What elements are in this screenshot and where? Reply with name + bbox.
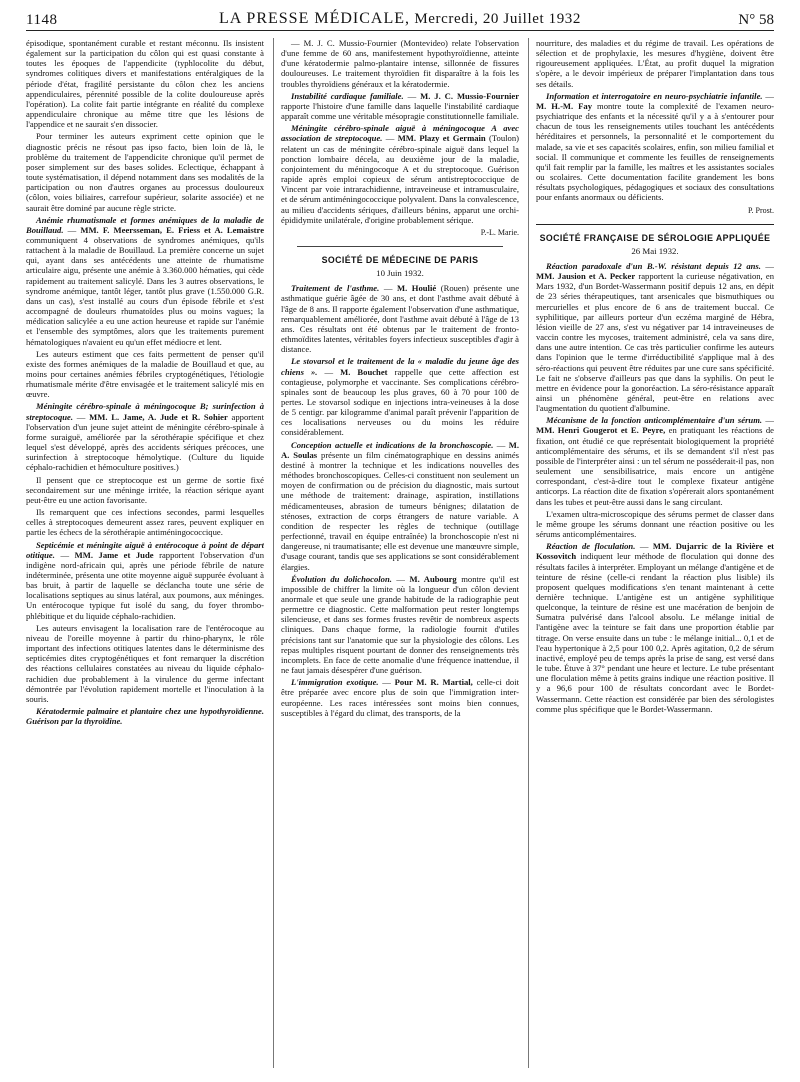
communication-text: rapportent l'observation d'un indigène nord-africain qui, après une période fébrile de nature indéterminée, présenta une otite moyenne aiguë suppurée évoluant à bas bruit, à partir de laquelle se déclancha toute une série de localisations septiques au sinus latéral, aux poumons, aux méninges. Un entérocoque typique fut isolé du sang, du foyer thrombo-phlébitique et du liquide céphalo-rachidien.: [26, 549, 264, 621]
communication-title: Conception actuelle et indications de la bronchoscopie.: [291, 439, 494, 450]
communication-text: indiquent leur méthode de floculation qui donne des résultats faciles à interpréter. Employant un mélange d'antigène et de teinture de résine (celle-ci rendant la réaction plus lisible) ils proposent quelques modifications s'en tenant maintenant à cette dernière technique. L'antigène est un antigène syphilitique quelconque, la teinture de résine est une macération de benjoin de Sumatra pulvérisé dans l'alcool absolu. Le mélange initial de l'antigène avec la teinture se fait dans une proportion établie par titrage. On verse ensuite dans un tube : le mélange initial... 0,1 et de l'eau hypertonique à 2,5 pour 100 0,2. Après agitation, 0,2 de sérum inactivé, employé peu de temps après la prise de sang, est versé dans le tube. Étuve à 37° pendant une heure et lecture. Le tube présentant une floculation même à petits grains indique une réaction positive. Il y a 96,6 pour 100 de résultats concordant avec le Bordet-Wassermann. Cette réaction est considérée par bien des sérologistes comme plus spécifique que le Bordet-Wassermann.: [536, 551, 774, 714]
page-number: 1148: [26, 12, 58, 28]
paragraph: Ils remarquent que ces infections secondes, parmi lesquelles celles à streptocoques demeurent assez rares, peuvent expliquer en partie les échecs de la sérothérapie antiméningococcique.: [26, 507, 264, 538]
communication: Traitement de l'asthme. — M. Houlié (Rouen) présente une asthmatique guérie âgée de 30 ans, et dont l'asthme avait débuté à l'âge de 8 ans. Il rapporte également l'observation d'une asthmatique, remarquablement améliorée, dont l'asthme avait débuté à l'âge de 13 ans. Ces résultats ont été obtenus par le traitement de fronto-ethmoïdites latentes, véritables foyers infectieux susceptibles d'agir à distance.: [281, 283, 519, 355]
communication-authors: MM. Jausion et A. Pecker: [536, 271, 636, 282]
communication: Méningite cérébro-spinale aiguë à méningocoque A avec association de streptocoque. — MM. Plazy et Germain (Toulon) relatent un cas de méningite cérébro-spinale aiguë dans lequel la ponction lombaire décela, au deuxième jour de la maladie, conjointement du méningocoque A et du streptocoque. Guérison rapide après emploi copieux de sérum antistreptococcique de Vincent par voie intrarachidienne, intraveineuse et intramusculaire, et de sérum antiméningococcique polyvalent. Dans la convalescence, au milieu d'accidents sériques, d'ailleurs bénins, apparut une orchi-épididymite unilatérale, d'origine probablement sérique.: [281, 123, 519, 225]
communication-text: montre toute la complexité de l'examen neuro-psychiatrique des enfants et la nécessité qu'il y a à s'entourer pour chacun de tous les renseignements utiles touchant les antécédents héréditaires et personnels, la personnalité et le comportement du malade, sa vie et ses capacités scolaires, enfin, son milieu familial et social. Il communique et commente les feuilles de renseignements qu'il fait remplir par la famille, les maîtres et les assistantes sociales ou scolaires. Cette documentation facilite grandement les bons résultats psychologiques, pédagogiques et sociaux des consultations pour enfants anormaux ou déficients.: [536, 100, 774, 203]
header-rule: [26, 30, 774, 31]
column-divider: [273, 38, 274, 1068]
communication: Réaction de floculation. — MM. Dujarric de la Rivière et Kossovitch indiquent leur méthode de floculation qui donne des résultats faciles à interpréter. Employant un mélange d'antigène et de teinture de résine (celle-ci rendant la réaction plus lisible) ils proposent quelques modifications s'en tenant maintenant à cette dernière technique. L'antigène est un antigène syphilitique quelconque, la teinture de résine est une macération de benjoin de Sumatra pulvérisé dans l'alcool absolu. Le mélange initial de l'antigène avec la teinture se fait dans une proportion établie par titrage. On verse ensuite dans un tube : le mélange initial... 0,1 et de l'eau hypertonique à 2,5 pour 100 0,2. Après agitation, 0,2 de sérum inactivé, employé peu de temps après la prise de sang, est versé dans le tube. Étuve à 37° pendant une heure et lecture. Le tube présentant une floculation même à petits grains indique une réaction positive. Il y a 96,6 pour 100 de résultats concordant avec le Bordet-Wassermann. Cette réaction est considérée par bien des sérologistes comme plus spécifique que le Bordet-Wassermann.: [536, 541, 774, 714]
column-1: [26, 38, 264, 1074]
communication: [26, 706, 264, 726]
session-date: 26 Mai 1932.: [631, 245, 679, 256]
communication-text: montre qu'il est impossible de chiffrer la limite où la longueur d'un côlon devient anormale et que seule une grande habitude de la radiographie peut permettre ce diagnostic. Cette malformation peut rester longtemps silencieuse, et dans ses formes frustes revêtir de nombreux aspects cliniques. Dans chaque forme, la radiologie fournit d'utiles précisions tant sur l'anatomie que sur la physiologie des côlons. Les repas multiples risquent pourtant de donner des renseignements très incomplets. En face de cette anomalie d'une fréquence inattendue, il ne faut jamais désespérer d'une guérison.: [281, 573, 519, 676]
section-rule: [297, 246, 503, 247]
paragraph: nourriture, des maladies et du régime de travail. Les opérations de sélection et de prophylaxie, les mesures d'hygiène, doivent être rigoureusement appliquées. L'État, au profit duquel la migration s'opère, a le devoir impérieux de préparer l'implantation dans tous ses détails.: [536, 38, 774, 89]
communication-authors: MM. Plazy et Germain: [397, 133, 486, 144]
issue-number: N° 58: [738, 12, 774, 28]
communication-title: Méningite cérébro-spinale à méningocoque B; surinfection à streptocoque.: [26, 401, 264, 422]
communication: Méningite cérébro-spinale à méningocoque B; surinfection à streptocoque. — MM. L. Jame, A. Jude et R. Sohier apportent l'observation d'un jeune sujet atteint de méningite cérébro-spinale à forme suraiguë, améliorée par la sérothérapie spécifique et chez lequel s'est développé, après des accidents sériques précoces, une surinfection à streptocoque hémolytique. (Culture du liquide céphalo-rachidien et hémoculture positives.): [26, 401, 264, 473]
communication: Mécanisme de la fonction anticomplémentaire d'un sérum. — MM. Henri Gougerot et E. Peyre, en pratiquant les réactions de fixation, ont étudié ce que représentait biologiquement la propriété anticomplémentaire des sérums, et ils se demandent s'il n'est pas possible de l'interpréter ainsi : un tel sérum ne posséderait-il pas, non seulement une sensibilisatrice, mais encore un antigène correspondant, c'est-à-dire tout le complexe fixateur antigène anticorps. La réaction dite de fixation s'opérerait alors spontanément dans les tubes et peut-être aussi dans le sang circulant.: [536, 415, 774, 507]
paragraph: L'examen ultra-microscopique des sérums permet de classer dans le même groupe les sérums donnant une réaction positive ou les sérums anticomplémentaires.: [536, 508, 774, 540]
communication-title: Le stovarsol et le traitement de la « maladie du jeune âge des chiens ».: [281, 356, 519, 377]
session-date: 10 Juin 1932.: [376, 268, 424, 279]
communication-title: Septicémie et méningite aiguë à entérocoque à point de départ otitique.: [26, 539, 264, 560]
communication-title: Traitement de l'asthme.: [291, 283, 380, 294]
communication-authors: MM. F. Meersseman, E. Friess et A. Lemaistre: [80, 224, 264, 235]
communication-authors: M. J. C. Mussio-Fournier: [420, 90, 519, 101]
communication-title: Mécanisme de la fonction anticomplémentaire d'un sérum.: [546, 415, 763, 426]
communication-authors: MM. Jame et Jude: [74, 549, 154, 560]
communication: L'immigration exotique. — Pour M. R. Martial, celle-ci doit être préparée avec encore plus de soin que l'immigration inter-européenne. Les races intéressées sont moins bien connues, susceptibles à l'égard du climat, des transports, de la: [281, 677, 519, 718]
communication: Réaction paradoxale d'un B.-W. résistant depuis 12 ans. — MM. Jausion et A. Pecker rapportent la curieuse négativation, en Mars 1932, d'un Bordet-Wassermann positif depuis 12 ans, en dépit de 23 séries thérapeutiques, tant arsenicales que bismuthiques ou mercurielles et plus encore de 6 ans de traitement buccal. Ce syphilitique, par ailleurs porteur d'un eczéma marginé de Hébra, lésion vieille de 27 ans, s'est vu négativer par 14 intraveineuses de vaccin contre les mycoses, traitement administré, cela va sans dire, dans une autre intention. Ce cas très particulier confirme les auteurs dans l'opinion que le terme d'irréductibilité s'applique mal à des séro-réactions qui peuvent être réduites par une cure sans spécificité. Le fait ne s'observe d'ailleurs pas que dans la syphilis. On peut le mettre en évidence pour la gonoréaction. La séro-résistance apparaît ainsi un phénomène général, peut-être en relations avec l'augmentation du quotient d'albumine.: [536, 260, 774, 414]
society-heading: SOCIÉTÉ FRANÇAISE DE SÉROLOGIE APPLIQUÉE: [539, 232, 771, 243]
communication-authors: M. Houlié: [396, 283, 437, 294]
communication-text: (Toulon) relatent un cas de méningite cérébro-spinale aiguë dans lequel la ponction lombaire décela, au deuxième jour de la maladie, conjointement du méningocoque A et du streptocoque. Guérison rapide après emploi copieux de sérum antistreptococcique de Vincent par voie intrarachidienne, intraveineuse et intramusculaire, et de sérum antiméningococcique polyvalent. Dans la convalescence, au milieu d'accidents sériques, d'ailleurs bénins, apparut une orchi-épididymite unilatérale, d'origine probablement sérique.: [281, 133, 519, 225]
communication-title: Réaction paradoxale d'un B.-W. résistant depuis 12 ans.: [546, 260, 761, 271]
communication-authors: MM. L. Jame, A. Jude et R. Sohier: [89, 411, 228, 422]
communication-text: celle-ci doit être préparée avec encore plus de soin que l'immigration inter-européenne. Les races intéressées sont moins bien connues, susceptibles à l'égard du climat, des transports, de la: [281, 677, 519, 718]
communication: Conception actuelle et indications de la bronchoscopie. — M. A. Soulas présente un film cinématographique en dessins animés destiné à montrer la technique et les indications nouvelles des méthodes bronchoscopiques. Celles-ci constituent non seulement un moyen de confirmation ou de précision du diagnostic, mais surtout une méthode de traitement: drainage, aspiration, instillations médicamenteuses, abrasion de tumeurs bénignes; dilatation de sténoses, extraction de corps étrangers de nature variable. A condition de respecter les règles de technique (outillage perfectionné, travail en équipe entraînée) la bronchoscopie n'est ni dangereuse, ni traumatisante; elle est devenue une manœuvre simple, d'usage courant, tandis que ses applications se sont considérablement élargies.: [281, 439, 519, 572]
communication-title: Information et interrogatoire en neuro-psychiatrie infantile.: [546, 90, 763, 101]
signature: P.-L. Marie.: [480, 227, 519, 237]
communication-title: Réaction de floculation.: [546, 541, 636, 552]
column-divider: [528, 38, 529, 1068]
communication-text: présente un film cinématographique en dessins animés destiné à montrer la technique et les indications nouvelles des méthodes bronchoscopiques. Celles-ci constituent non seulement un moyen de confirmation ou de précision du diagnostic, mais surtout une méthode de traitement: drainage, aspiration, instillations médicamenteuses, abrasion de tumeurs bénignes; dilatation de sténoses, extraction de corps étrangers de nature variable. A condition de respecter les règles de technique (outillage perfectionné, travail en équipe entraînée) la bronchoscopie n'est ni dangereuse, ni traumatisante; elle est devenue une manœuvre simple, d'usage courant, tandis que ses applications se sont considérablement élargies.: [281, 449, 519, 572]
communication-authors: Pour M. R. Martial,: [394, 677, 473, 688]
issue-date: Mercredi, 20 Juillet 1932: [414, 11, 581, 27]
communication-text: rappelle que cette affection est contagieuse, polymorphe et vaccinante. Ses complications cérébro-spinales sont de beaucoup les plus graves, 60 à 70 pour 100 de pertes. Le stovarsol sodique en injections intra-veineuses à la dose de 5 centigr. par kilogramme d'animal paraît prévenir l'apparition de ces localisations nerveuses ou du moins les réduire considérablement.: [281, 366, 519, 438]
paragraph: Pour terminer les auteurs expriment cette opinion que le diagnostic précis ne résout pas ipso facto, bien loin de là, le problème du traitement de l'appendicite chronique qu'il permet de poser simplement sur des bases solides. Eclectique, échappant à toute systématisation, il dépend notamment dans ses modalités de la participation ou non d'autres organes au processus douloureux (côlon, voies biliaires, carrefour supérieur, solarite associée) et ne saurait être dominé par aucune règle stricte.: [26, 131, 264, 213]
communication-title: Méningite cérébro-spinale aiguë à méningocoque A avec association de streptocoque.: [281, 123, 519, 144]
communication-title: Kératodermie palmaire et plantaire chez une hypothyroïdienne. Guérison par la thyroïdine.: [26, 706, 264, 727]
communication-authors: MM. Dujarric de la Rivière et Kossovitch: [536, 541, 774, 562]
paragraph: — M. J. C. Mussio-Fournier (Montevideo) relate l'observation d'une femme de 60 ans, manifestement hypothyroïdienne, atteinte d'une kératodermie palmo-plantaire intense, sillonnée de fissures douloureuses. Le traitement thyroïdien fit disparaître à la fois les troubles thyroïdiens généraux et la kératodermie.: [281, 38, 519, 89]
communication-title: Instabilité cardiaque familiale.: [291, 90, 404, 101]
communication-text: (Rouen) présente une asthmatique guérie âgée de 30 ans, et dont l'asthme avait débuté à l'âge de 8 ans. Il rapporte également l'observation d'une asthmatique, remarquablement améliorée, dont l'asthme avait débuté à l'âge de 13 ans. Ces résultats ont été obtenus par le traitement de fronto-ethmoïdites latentes, véritables foyers infectieux susceptibles d'agir à distance.: [281, 283, 519, 355]
communication-text: rapportent la curieuse négativation, en Mars 1932, d'un Bordet-Wassermann positif depuis 12 ans, en dépit de 23 séries thérapeutiques, tant arsenicales que bismuthiques ou mercurielles et plus encore de 6 ans de traitement buccal. Ce syphilitique, par ailleurs porteur d'un eczéma marginé de Hébra, lésion vieille de 27 ans, s'est vu négativer par 14 intraveineuses de vaccin contre les mycoses, traitement administré, cela va sans dire, dans une autre intention. Ce cas très particulier confirme les auteurs dans l'opinion que le terme d'irréductibilité s'applique mal à des séro-réactions qui peuvent être réduites par une cure sans spécificité. Le fait ne s'observe d'ailleurs pas que dans la syphilis. On peut le mettre en évidence pour la gonoréaction. La séro-résistance apparaît ainsi un phénomène général, peut-être en relations avec l'augmentation du quotient d'albumine.: [536, 271, 774, 414]
communication-text: apportent l'observation d'un jeune sujet atteint de méningite cérébro-spinale à forme suraiguë, améliorée par la sérothérapie spécifique et chez lequel s'est développé, après des accidents sériques précoces, une surinfection à streptocoque hémolytique. (Culture du liquide céphalo-rachidien et hémoculture positives.): [26, 411, 264, 473]
communication-authors: M. A. Soulas: [281, 439, 519, 460]
communication: Le stovarsol et le traitement de la « maladie du jeune âge des chiens ». — M. Bouchet rappelle que cette affection est contagieuse, polymorphe et vaccinante. Ses complications cérébro-spinales sont de beaucoup les plus graves, 60 à 70 pour 100 de pertes. Le stovarsol sodique en injections intra-veineuses à la dose de 5 centigr. par kilogramme d'animal paraît prévenir l'apparition de ces localisations nerveuses ou du moins les réduire considérablement.: [281, 356, 519, 438]
communication-title: L'immigration exotique.: [291, 677, 379, 688]
column-2: [281, 38, 519, 1074]
signature: P. Prost.: [747, 205, 774, 215]
communication-title: Anémie rhumatismale et formes anémiques de la maladie de Bouillaud.: [26, 214, 264, 235]
article-columns: [26, 38, 774, 1074]
column-3: [536, 38, 774, 1074]
paragraph: épisodique, spontanément curable et restant méconnu. Ils insistent également sur la participation du côlon qui est quasi constante à toutes les époques de l'appendicite (typhlocolite du début, syndromes colitiques divers et manifestations entéralgiques de la période d'état, fragilité persistante du côlon chez les anciens appendiculaires, pérennité possible de la colite douloureuse après l'opération). La colite fait partie intégrante en réalité du complexe appendiculaire chronique au même titre que les lésions de l'appendice et ne saurait s'en dissocier.: [26, 38, 264, 130]
communication: Information et interrogatoire en neuro-psychiatrie infantile. — M. H.-M. Fay montre toute la complexité de l'examen neuro-psychiatrique des enfants et la nécessité qu'il y a à s'entourer pour chacun de tous les renseignements utiles touchant les antécédents héréditaires et personnels, la personnalité et le comportement du malade, sa vie et ses capacités scolaires, enfin, son milieu familial et social. Il communique et commente les feuilles de renseignements qu'il fait remplir par la famille, les maîtres et les assistantes sociales ou scolaires. Cette documentation facilite grandement les bons résultats psychologiques, pédagogiques et sociaux des consultations pour enfants anormaux ou déficients.: [536, 90, 774, 203]
communication-authors: MM. Henri Gougerot et E. Peyre,: [536, 425, 666, 436]
communication: Instabilité cardiaque familiale. — M. J. C. Mussio-Fournier rapporte l'histoire d'une famille dans laquelle l'instabilité cardiaque apparaît comme une véritable mésopragie constitutionnelle familiale.: [281, 90, 519, 122]
paragraph: Les auteurs estiment que ces faits permettent de penser qu'il existe des formes anémiques de la maladie de Bouillaud et que, au moins pour certaines anémies fébriles cryptogénétiques, l'étiologie rhumatismale mérite d'être envisagée et le traitement salicylé mis en œuvre.: [26, 348, 264, 400]
communication-authors: M. Bouchet: [340, 366, 388, 377]
running-title: [26, 10, 774, 28]
communication: Évolution du dolichocolon. — M. Aubourg montre qu'il est impossible de chiffrer la limite où la longueur d'un côlon devient anormale et que seule une grande habitude de la radiographie peut permettre ce diagnostic. Cette malformation peut rester longtemps silencieuse, et dans ses formes frustes revêtir de nombreux aspects cliniques. Dans chaque forme, la radiologie fournit d'utiles précisions tant sur l'anatomie que sur la physiologie des côlons. Les repas multiples risquent pourtant de donner des renseignements très incomplets. En face de cette anomalie d'une fréquence inattendue, il ne faut jamais désespérer d'une guérison.: [281, 573, 519, 676]
communication: Septicémie et méningite aiguë à entérocoque à point de départ otitique. — MM. Jame et Jude rapportent l'observation d'un indigène nord-africain qui, après une période fébrile de nature indéterminée, présenta une otite moyenne aiguë suppurée évoluant à bas bruit, à partir de laquelle se déclancha toute une série de localisations septiques au sinus latéral, aux poumons, aux méninges. Un entérocoque typique fut isolé du sang, du foyer thrombo-phlébitique et du liquide céphalo-rachidien.: [26, 539, 264, 621]
communication-authors: M. Aubourg: [409, 573, 457, 584]
communication-text: en pratiquant les réactions de fixation, ont étudié ce que représentait biologiquement la propriété anticomplémentaire des sérums, et ils se demandent s'il n'est pas possible de l'interpréter ainsi : un tel sérum ne posséderait-il pas, non seulement une sensibilisatrice, mais encore un antigène correspondant, c'est-à-dire tout le complexe fixateur antigène anticorps. La réaction dite de fixation s'opérerait alors spontanément dans les tubes et peut-être aussi dans le sang circulant.: [536, 425, 774, 507]
society-heading: SOCIÉTÉ DE MÉDECINE DE PARIS: [321, 254, 479, 265]
communication-text: communiquent 4 observations de syndromes anémiques, qu'ils rattachent à la maladie de Bouillaud. La première concerne un sujet qui, ayant dans ses antécédents une atteinte de rhumatisme articulaire aigu, présente une anémie à 3.360.000 hématies, qui cède rapidement au traitement salicylé. Dans les 3 autres observations, le syndrome anémique, tantôt léger, tantôt plus grave (1.550.000 G.R. dans un cas), s'est installé au cours d'un épisode fébrile et s'est accompagné de douleurs rhumatoïdes plus ou moins vagues; la médication salicylée a eu une action heureuse et rapide sur l'anémie et l'ensemble des symptômes, alors que les traitements purement hématologiques n'avaient eu qu'un effet médiocre et lent.: [26, 234, 264, 347]
section-rule: [536, 224, 774, 225]
paragraph: Les auteurs envisagent la localisation rare de l'entérocoque au niveau de l'oreille moyenne à partir du rhino-pharynx, le rôle important des infections otitiques latentes dans le déterminisme des septicémies dites cryptogénétiques et font remarquer la discrétion des réactions cellulaires constatées au niveau du liquide céphalo-rachidien due probablement à la virulence du germe infectant démontrée par l'évolution rapidement mortelle et l'inoculation à la souris.: [26, 622, 264, 704]
paragraph: Il pensent que ce streptocoque est un germe de sortie fixé secondairement sur une méninge irritée, la réaction sérique ayant peut-être eu une action favorisante.: [26, 474, 264, 505]
communication-title: Évolution du dolichocolon.: [291, 573, 392, 584]
communication-text: rapporte l'histoire d'une famille dans laquelle l'instabilité cardiaque apparaît comme une véritable mésopragie constitutionnelle familiale.: [281, 100, 519, 122]
communication-authors: M. H.-M. Fay: [536, 100, 593, 111]
journal-name: LA PRESSE MÉDICALE,: [218, 10, 410, 27]
communication: Anémie rhumatismale et formes anémiques de la maladie de Bouillaud. — MM. F. Meersseman, E. Friess et A. Lemaistre communiquent 4 observations de syndromes anémiques, qu'ils rattachent à la maladie de Bouillaud. La première concerne un sujet qui, ayant dans ses antécédents une atteinte de rhumatisme articulaire aigu, présente une anémie à 3.360.000 hématies, qui cède rapidement au traitement salicylé. Dans les 3 autres observations, le syndrome anémique, tantôt léger, tantôt plus grave (1.550.000 G.R. dans un cas), s'est installé au cours d'un épisode fébrile et s'est accompagné de douleurs rhumatoïdes plus ou moins vagues; la médication salicylée a eu une action heureuse et rapide sur l'anémie et l'ensemble des symptômes, alors que les traitements purement hématologiques n'avaient eu qu'un effet médiocre et lent.: [26, 214, 264, 347]
